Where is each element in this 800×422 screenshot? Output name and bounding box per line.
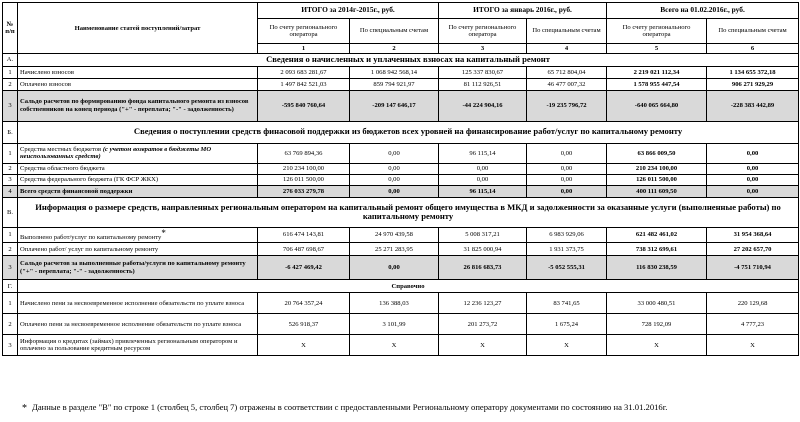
cell-value: 31 954 368,64 — [707, 227, 799, 242]
cell-value: 0,00 — [707, 143, 799, 163]
footnote-text: Данные в разделе "В" по строке 1 (столбец 5, столбец 7) отражены в соответствии с предоставленными Региональному оператору документами по состоянию на 31.01.2016г. — [32, 402, 668, 412]
col-number: 1 — [258, 44, 350, 54]
cell-value: 27 202 657,70 — [707, 243, 799, 256]
cell-value: 738 312 699,61 — [607, 243, 707, 256]
row-number: 3 — [3, 174, 18, 185]
cell-value: 210 234 100,00 — [258, 163, 350, 174]
row-name-cell — [18, 143, 258, 163]
cell-value: 65 712 804,04 — [527, 66, 607, 78]
table-row — [3, 293, 799, 314]
header-group-2014-2015: ИТОГО за 2014г-2015г., руб. — [258, 3, 439, 19]
cell-value: 2 219 021 112,34 — [607, 66, 707, 78]
section-title: Сведения о начисленных и уплаченных взносах на капитальный ремонт — [18, 54, 799, 66]
cell-value: 621 482 461,02 — [607, 227, 707, 242]
row-name: Оплачено пени за несвоевременное исполнение обязательств по уплате взноса — [18, 314, 258, 335]
row-name: Сальдо расчетов по формированию фонда капитального ремонта из взносов собственников на конец периода ("+" - переплата; "-" - задолженность) — [18, 90, 258, 121]
row-number: 2 — [3, 243, 18, 256]
footnote-mark: * — [22, 403, 27, 414]
cell-value: -6 427 469,42 — [258, 256, 350, 280]
cell-value: X — [258, 335, 350, 356]
cell-value: 12 236 123,27 — [439, 293, 527, 314]
cell-value: 125 337 830,67 — [439, 66, 527, 78]
row-number: 3 — [3, 335, 18, 356]
row-name: Оплачено взносов — [18, 78, 258, 90]
cell-value: -4 751 710,94 — [707, 256, 799, 280]
section-title: Информация о размере средств, направленных региональным оператором на капитальный ремонт общего имущества в МКД и задолженности за оказанные услуги (выполненные работы) по капитальному ремонту — [18, 197, 799, 227]
cell-value: 2 093 683 281,67 — [258, 66, 350, 78]
row-name: Оплачено работ/ услуг по капитальному ремонту — [18, 243, 258, 256]
table-row — [3, 66, 799, 78]
cell-value: 1 068 942 568,14 — [350, 66, 439, 78]
cell-value: 31 825 000,94 — [439, 243, 527, 256]
cell-value: 24 970 439,58 — [350, 227, 439, 242]
cell-value: 706 487 698,67 — [258, 243, 350, 256]
cell-value: 276 033 279,78 — [258, 185, 350, 197]
row-number: 4 — [3, 185, 18, 197]
cell-value: 63 866 009,50 — [607, 143, 707, 163]
cell-value: 0,00 — [439, 174, 527, 185]
col-number: 2 — [350, 44, 439, 54]
table-row — [3, 243, 799, 256]
cell-value: 1 931 373,75 — [527, 243, 607, 256]
header-col-name: Наименование статей поступлений/затрат — [18, 3, 258, 54]
header-sub-special: По специальным счетам — [350, 19, 439, 44]
cell-value: 0,00 — [350, 174, 439, 185]
section-b-header — [3, 121, 799, 143]
row-number: 2 — [3, 78, 18, 90]
row-note: (с учетом возвратов в бюджеты МО неиспользованных средств) — [20, 145, 212, 161]
col-number: 3 — [439, 44, 527, 54]
cell-value: 0,00 — [707, 185, 799, 197]
cell-value: 0,00 — [527, 185, 607, 197]
header-sub-regional: По счету регионального оператора — [258, 19, 350, 44]
cell-value: 0,00 — [527, 143, 607, 163]
row-name: Сальдо расчетов за выполненные работы/услуги по капитальному ремонту ("+" - переплата; "-" - задолженность) — [18, 256, 258, 280]
cell-value: -228 383 442,89 — [707, 90, 799, 121]
section-a-header — [3, 54, 799, 66]
section-code: А. — [3, 54, 18, 66]
row-number: 1 — [3, 293, 18, 314]
section-code: Г. — [3, 280, 18, 293]
cell-value: -5 052 555,31 — [527, 256, 607, 280]
row-number: 1 — [3, 143, 18, 163]
cell-value: 1 675,24 — [527, 314, 607, 335]
cell-value: X — [707, 335, 799, 356]
footnote-mark: * — [161, 227, 166, 238]
table-row-saldo — [3, 90, 799, 121]
section-g-header — [3, 280, 799, 293]
report-table — [2, 2, 799, 356]
row-name: Информация о кредитах (займах) привлеченных региональным оператором и оплачено за пользование кредитным ресурсом — [18, 335, 258, 356]
cell-value: 526 918,37 — [258, 314, 350, 335]
section-code: В. — [3, 197, 18, 227]
col-number: 5 — [607, 44, 707, 54]
header-sub-special: По специальным счетам — [707, 19, 799, 44]
col-number: 4 — [527, 44, 607, 54]
cell-value: X — [607, 335, 707, 356]
footnote — [22, 402, 667, 414]
header-row-groups — [3, 3, 799, 19]
col-number: 6 — [707, 44, 799, 54]
table-row — [3, 335, 799, 356]
header-group-jan-2016: ИТОГО за январь 2016г., руб. — [439, 3, 607, 19]
cell-value: 0,00 — [350, 256, 439, 280]
cell-value: 25 271 283,95 — [350, 243, 439, 256]
cell-value: 6 983 929,06 — [527, 227, 607, 242]
header-sub-special: По специальным счетам — [527, 19, 607, 44]
row-name: Средства федерального бюджета (ГК ФСР ЖКХ) — [18, 174, 258, 185]
header-group-total: Всего на 01.02.2016г., руб. — [607, 3, 799, 19]
row-name: Начислено взносов — [18, 66, 258, 78]
cell-value: -595 840 760,64 — [258, 90, 350, 121]
cell-value: 20 764 357,24 — [258, 293, 350, 314]
cell-value: 1 578 955 447,54 — [607, 78, 707, 90]
cell-value: 96 115,14 — [439, 143, 527, 163]
row-number: 3 — [3, 90, 18, 121]
cell-value: 0,00 — [707, 163, 799, 174]
cell-value: 1 134 655 372,18 — [707, 66, 799, 78]
section-v-header — [3, 197, 799, 227]
cell-value: -19 235 796,72 — [527, 90, 607, 121]
cell-value: 3 101,99 — [350, 314, 439, 335]
cell-value: 859 794 921,97 — [350, 78, 439, 90]
table-row — [3, 174, 799, 185]
row-name: Всего средств финансовой поддержки — [18, 185, 258, 197]
row-name: Начислено пени за несвоевременное исполнение обязательств по уплате взноса — [18, 293, 258, 314]
cell-value: 126 011 500,00 — [258, 174, 350, 185]
cell-value: X — [527, 335, 607, 356]
cell-value: 136 388,03 — [350, 293, 439, 314]
cell-value: 0,00 — [350, 185, 439, 197]
section-title: Справочно — [18, 280, 799, 293]
row-name-cell — [18, 227, 258, 242]
table-row — [3, 143, 799, 163]
cell-value: -640 065 664,80 — [607, 90, 707, 121]
row-number: 2 — [3, 314, 18, 335]
row-name: Выполнено работ/услуг по капитальному ремонту — [20, 233, 162, 241]
row-number: 3 — [3, 256, 18, 280]
row-number: 1 — [3, 227, 18, 242]
cell-value: 400 111 609,50 — [607, 185, 707, 197]
cell-value: 33 000 480,51 — [607, 293, 707, 314]
table-row-total — [3, 185, 799, 197]
header-sub-regional: По счету регионального оператора — [439, 19, 527, 44]
cell-value: 210 234 100,00 — [607, 163, 707, 174]
cell-value: 0,00 — [350, 163, 439, 174]
row-number: 1 — [3, 66, 18, 78]
row-number: 2 — [3, 163, 18, 174]
cell-value: 63 769 894,36 — [258, 143, 350, 163]
cell-value: -44 224 904,16 — [439, 90, 527, 121]
cell-value: 201 273,72 — [439, 314, 527, 335]
cell-value: 0,00 — [527, 163, 607, 174]
cell-value: 81 112 926,51 — [439, 78, 527, 90]
table-row — [3, 314, 799, 335]
cell-value: 96 115,14 — [439, 185, 527, 197]
table-row — [3, 163, 799, 174]
cell-value: 0,00 — [350, 143, 439, 163]
cell-value: 728 192,09 — [607, 314, 707, 335]
cell-value: 0,00 — [707, 174, 799, 185]
cell-value: X — [439, 335, 527, 356]
table-row-saldo — [3, 256, 799, 280]
cell-value: 0,00 — [527, 174, 607, 185]
cell-value: 0,00 — [439, 163, 527, 174]
cell-value: 116 830 238,59 — [607, 256, 707, 280]
cell-value: X — [350, 335, 439, 356]
cell-value: 616 474 143,81 — [258, 227, 350, 242]
cell-value: 1 497 842 521,03 — [258, 78, 350, 90]
cell-value: 83 741,65 — [527, 293, 607, 314]
cell-value: 5 008 317,21 — [439, 227, 527, 242]
table-row — [3, 78, 799, 90]
header-col-n: № п/п — [3, 3, 18, 54]
cell-value: 26 816 683,73 — [439, 256, 527, 280]
cell-value: 126 011 500,00 — [607, 174, 707, 185]
row-name: Средства областного бюджета — [18, 163, 258, 174]
table-row — [3, 227, 799, 242]
cell-value: -209 147 646,17 — [350, 90, 439, 121]
header-sub-regional: По счету регионального оператора — [607, 19, 707, 44]
cell-value: 46 477 007,32 — [527, 78, 607, 90]
cell-value: 4 777,23 — [707, 314, 799, 335]
cell-value: 906 271 929,29 — [707, 78, 799, 90]
section-code: Б. — [3, 121, 18, 143]
cell-value: 220 129,68 — [707, 293, 799, 314]
section-title: Сведения о поступлении средств финасовой поддержки из бюджетов всех уровней на финансирование работ/услуг по капитальному ремонту — [18, 121, 799, 143]
row-name: Средства местных бюджетов — [20, 145, 102, 153]
